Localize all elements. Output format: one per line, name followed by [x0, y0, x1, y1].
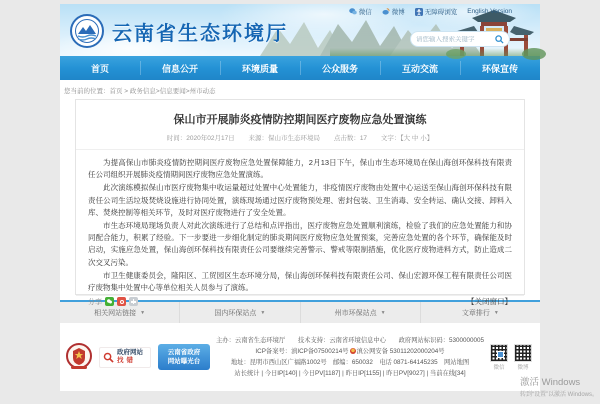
accessibility-icon	[415, 8, 423, 16]
site-logo	[70, 14, 104, 48]
nav-item-publicity[interactable]: 环保宣传	[460, 56, 540, 80]
search-box	[410, 31, 510, 47]
breadcrumb	[60, 80, 540, 99]
dropdown-article-ranking[interactable]: 文章排行 ▼	[461, 309, 499, 317]
page-content	[60, 4, 540, 400]
utility-bar	[349, 7, 512, 16]
english-version-link[interactable]: English Version	[467, 8, 512, 15]
share-buttons	[88, 297, 138, 307]
brand	[70, 14, 288, 48]
search-icon[interactable]	[495, 35, 504, 44]
footer-info	[216, 335, 484, 380]
dropdown-city-env-sites[interactable]: 州市环保站点 ▼	[301, 302, 421, 323]
breadcrumb-path[interactable]: 首页 > 政务信息>信息要闻>州市动态	[109, 88, 216, 95]
chevron-down-icon: ▼	[140, 309, 146, 316]
site-stats[interactable]: 站长统计 | 今日IP[140] | 今日PV[1187] | 昨日IP[1155] | 昨日PV[9027] | 当前在线[34]	[234, 370, 466, 378]
article-clicks: 点击数：17	[333, 135, 368, 142]
blue-badge-label-bottom: 网站曝光台	[167, 358, 201, 365]
share-label: 分享	[88, 298, 102, 306]
magnifier-icon	[103, 352, 114, 363]
chevron-down-icon: ▼	[260, 309, 266, 316]
greenery-decoration	[330, 48, 540, 56]
article-title: 保山市开展肺炎疫情防控期间医疗废物应急处置演练	[173, 114, 427, 126]
article-time: 时间：2020年02月17日	[166, 135, 235, 142]
nav-item-env-quality[interactable]: 环境质量	[220, 56, 300, 80]
article-meta	[76, 133, 524, 150]
footer-badges	[66, 343, 210, 371]
find-error-label-top: 政府网站	[117, 349, 143, 356]
wechat-link[interactable]: 微信	[349, 7, 372, 16]
weibo-link[interactable]: 微博	[382, 7, 405, 16]
nav-item-public-service[interactable]: 公众服务	[300, 56, 380, 80]
nav-item-interaction[interactable]: 互动交流	[380, 56, 460, 80]
footer-host-line: 主办：云南省生态环境厅 技术支持：云南省环境信息中心 政府网站标识码：5300000005	[216, 336, 485, 344]
main-area	[60, 80, 540, 307]
dropdown-domestic-env-sites[interactable]: 国内环保站点 ▼	[180, 302, 300, 323]
article-paragraph: 为提高保山市肺炎疫情防控期间医疗废物应急处置保障能力，2月13日下午，保山市生态环境局在保山海创环保科技有限责任公司组织开展肺炎疫情期间医疗废物应急处置演练。	[88, 158, 512, 180]
address-text: 地址：昆明市西山区广福路1002号 邮编：650032 电话 0871-64145235	[230, 359, 444, 366]
close-window-button[interactable]: 【关闭窗口】	[467, 297, 512, 307]
footer-address-line	[216, 357, 484, 368]
find-error-label-bottom: 找错	[117, 357, 136, 364]
watermark-title: 激活 Windows	[520, 377, 581, 388]
article-paragraph: 此次演练模拟保山市医疗废物集中收运量超过处置中心处置能力，非疫情医疗废物由处置中心运送至保山海创环保科技有限责任公司生活垃圾焚烧设施进行协同处置，演练现场通过医疗废物预处理、密封包装、卫生消毒、安全转运、确认交接、卸料入库、焚烧控制等相关环节，及时对医疗废物进行了安全处置。	[88, 183, 512, 217]
dropdown-related-websites[interactable]: 相关网站链接 ▼	[60, 302, 180, 323]
wechat-qr-block	[490, 344, 508, 371]
nav-item-home[interactable]: 首页	[90, 63, 109, 74]
weibo-qr-label: 微博	[517, 364, 529, 371]
accessibility-link[interactable]: 无障碍浏览	[415, 7, 458, 16]
search-input[interactable]	[416, 36, 495, 43]
windows-activation-watermark	[520, 374, 598, 398]
wechat-icon	[349, 8, 357, 15]
weibo-qr-block	[514, 344, 532, 371]
footer-icp-line	[216, 346, 484, 357]
wechat-qr-label: 微信	[493, 364, 505, 371]
sitemap-link[interactable]: 网站地图	[443, 359, 470, 366]
article-paragraph: 市卫生健康委员会，隆阳区、工贸园区生态环境分局，保山海创环保科技有限责任公司、保山宏源环保工程有限责任公司医疗废物集中处置中心等单位相关人员参与了演练。	[88, 270, 512, 293]
font-size-control[interactable]: 文字：【大 中 小】	[380, 135, 434, 142]
icp-number[interactable]: ICP备案号：滇ICP备07500214号	[255, 347, 349, 355]
share-wechat-icon[interactable]	[105, 297, 114, 306]
weibo-qr-code	[514, 344, 532, 362]
gov-emblem-badge[interactable]	[66, 343, 92, 371]
public-security-number[interactable]: 滇公网安备 53011202000204号	[356, 347, 445, 355]
watermark-subtitle: 转到“设置”以激活 Windows。	[520, 392, 599, 398]
bottom-strip	[60, 391, 540, 400]
footer-qr-codes	[490, 344, 534, 371]
footer	[60, 323, 540, 391]
article-source: 来源：保山市生态环境局	[248, 135, 320, 142]
article-card	[75, 99, 525, 307]
chevron-down-icon: ▼	[493, 309, 499, 316]
site-title: 云南省生态环境厅	[112, 22, 288, 45]
blue-badge-label-top: 云南省政府	[167, 349, 201, 356]
main-nav	[60, 56, 540, 80]
share-more-icon[interactable]	[129, 297, 138, 306]
find-error-badge[interactable]	[99, 347, 151, 368]
public-security-badge-icon	[350, 348, 356, 354]
site-header	[60, 4, 540, 56]
wechat-qr-code	[490, 344, 508, 362]
share-weibo-icon[interactable]	[117, 297, 126, 306]
share-row	[76, 295, 524, 307]
gov-website-platform-badge[interactable]	[158, 344, 210, 370]
weibo-icon	[382, 8, 390, 15]
chevron-down-icon: ▼	[380, 309, 386, 316]
breadcrumb-prefix: 您当前的位置：	[64, 88, 110, 95]
nav-item-info-disclosure[interactable]: 信息公开	[140, 56, 220, 80]
article-paragraph: 市生态环境局现场负责人对此次演练进行了总结和点评指出，医疗废物应急处置顺利演练，检验了我们的应急处置能力和协同配合能力，积累了经验。下一步要进一步细化制定的肺炎期间医疗废物应急处置预案，完善应急处置的各个环节，确保能及时启动，实施应急处置，保山海创环保科技有限责任公司要继续完善警示、警戒等限制措施，优化医疗废物进料方式，防止造成二次交叉污染。	[88, 221, 512, 267]
article-body	[76, 150, 524, 295]
